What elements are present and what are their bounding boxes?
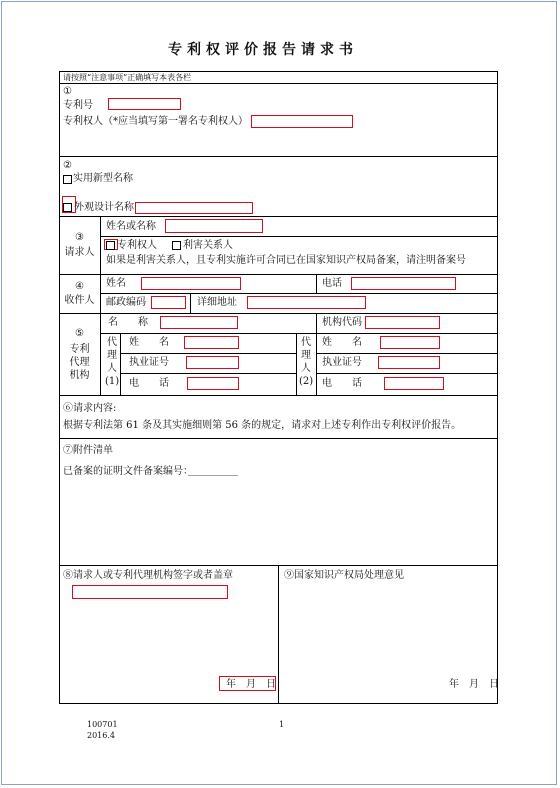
- col-divider: [296, 333, 297, 395]
- section4-number: ④: [75, 281, 84, 292]
- signature-label: ⑧请求人或专利代理机构签字或者盖章: [63, 570, 233, 581]
- requester-label: 请求人: [64, 247, 95, 258]
- org-code-field[interactable]: [365, 316, 440, 329]
- section5-number: ⑤: [75, 328, 84, 339]
- agent2-name-field[interactable]: [380, 336, 440, 349]
- patentee-field[interactable]: [251, 115, 353, 128]
- patent-number-field[interactable]: [108, 98, 181, 110]
- org-code-label: 机构代码: [322, 317, 362, 328]
- section1-number: ①: [63, 86, 72, 97]
- row-divider: [59, 313, 498, 314]
- agent2-name-label: 姓 名: [322, 337, 362, 348]
- col-divider: [316, 274, 317, 293]
- agency-name-field[interactable]: [160, 316, 238, 329]
- col-divider: [100, 216, 101, 395]
- postcode-label: 邮政编码: [106, 297, 146, 308]
- form-version: 2016.4: [87, 731, 115, 740]
- requester-name-label: 姓名或名称: [106, 221, 156, 232]
- section2-number: ②: [63, 160, 72, 171]
- row-divider: [59, 216, 498, 217]
- office-opinion-label: ⑨国家知识产权局处理意见: [284, 570, 404, 581]
- signature-field[interactable]: [72, 585, 228, 599]
- section3-number: ③: [75, 232, 84, 243]
- form-code: 100701: [87, 720, 118, 729]
- row-divider: [100, 293, 498, 294]
- recipient-phone-label: 电话: [322, 278, 342, 289]
- filing-number-value[interactable]: __________: [188, 465, 238, 476]
- interested-party-checkbox[interactable]: [172, 241, 181, 250]
- row-divider: [100, 333, 498, 334]
- agency-label: 专利 代理 机构: [69, 344, 90, 381]
- row-divider: [120, 373, 296, 374]
- row-divider: [59, 395, 498, 396]
- agent1-label: 代 理 人 (1): [105, 337, 120, 387]
- row-divider: [100, 236, 498, 237]
- design-name-field[interactable]: [135, 202, 253, 214]
- row-divider: [316, 353, 498, 354]
- col-divider: [316, 313, 317, 333]
- agent2-phone-field[interactable]: [384, 377, 444, 390]
- agent1-phone-label: 电 话: [129, 378, 169, 389]
- agent1-phone-field[interactable]: [187, 377, 239, 390]
- filing-number-label: 已备案的证明文件备案编号：: [63, 466, 193, 477]
- instruction-text: 请按照“注意事项”正确填写本表各栏: [63, 73, 192, 82]
- filing-note: 如果是利害关系人，且专利实施许可合同已在国家知识产权局备案，请注明备案号: [106, 255, 466, 266]
- row-divider: [59, 274, 498, 275]
- address-field[interactable]: [247, 296, 366, 309]
- utility-model-label: 实用新型名称: [73, 173, 133, 184]
- patentee-checkbox[interactable]: [106, 241, 115, 250]
- agent2-label: 代 理 人 (2): [299, 337, 314, 387]
- row-divider: [316, 373, 498, 374]
- requester-name-field[interactable]: [165, 219, 263, 233]
- patentee-label: 专利权人（*应当填写第一署名专利权人）: [63, 116, 248, 127]
- agent2-license-label: 执业证号: [322, 357, 362, 368]
- address-label: 详细地址: [197, 297, 237, 308]
- row-divider: [59, 156, 498, 157]
- attachments-label: ⑦附件清单: [63, 445, 113, 456]
- col-divider: [190, 293, 191, 313]
- agent1-license-field[interactable]: [186, 356, 239, 369]
- postcode-field[interactable]: [151, 296, 186, 309]
- patent-number-label: 专利号: [63, 100, 93, 111]
- recipient-label: 收件人: [64, 295, 95, 306]
- row-divider: [120, 353, 296, 354]
- recipient-phone-field[interactable]: [351, 277, 456, 290]
- col-divider: [278, 565, 279, 704]
- agent2-license-field[interactable]: [378, 356, 440, 369]
- row-divider: [59, 83, 498, 84]
- agent1-license-label: 执业证号: [129, 357, 169, 368]
- request-content-text: 根据专利法第 61 条及其实施细则第 56 条的规定，请求对上述专利作出专利权评价报告。: [63, 420, 462, 431]
- design-name-label: 外观设计名称: [74, 202, 134, 213]
- utility-model-checkbox[interactable]: [63, 175, 72, 184]
- col-divider: [316, 333, 317, 395]
- patentee-option-label: 专利权人: [117, 240, 157, 251]
- page-title: 专利权评价报告请求书: [168, 42, 358, 58]
- recipient-name-label: 姓名: [106, 278, 126, 289]
- signature-date: 年 月 日: [226, 679, 276, 690]
- row-divider: [59, 438, 498, 439]
- col-divider: [120, 333, 121, 395]
- recipient-name-field[interactable]: [141, 277, 241, 290]
- page-number: 1: [279, 720, 285, 729]
- agency-name-label: 名 称: [108, 317, 148, 328]
- office-opinion-date: 年 月 日: [449, 679, 499, 690]
- agent2-phone-label: 电 话: [322, 378, 362, 389]
- interested-party-label: 利害关系人: [183, 240, 233, 251]
- agent1-name-field[interactable]: [184, 336, 239, 349]
- agent1-name-label: 姓 名: [129, 337, 169, 348]
- request-content-label: ⑥请求内容:: [63, 403, 117, 414]
